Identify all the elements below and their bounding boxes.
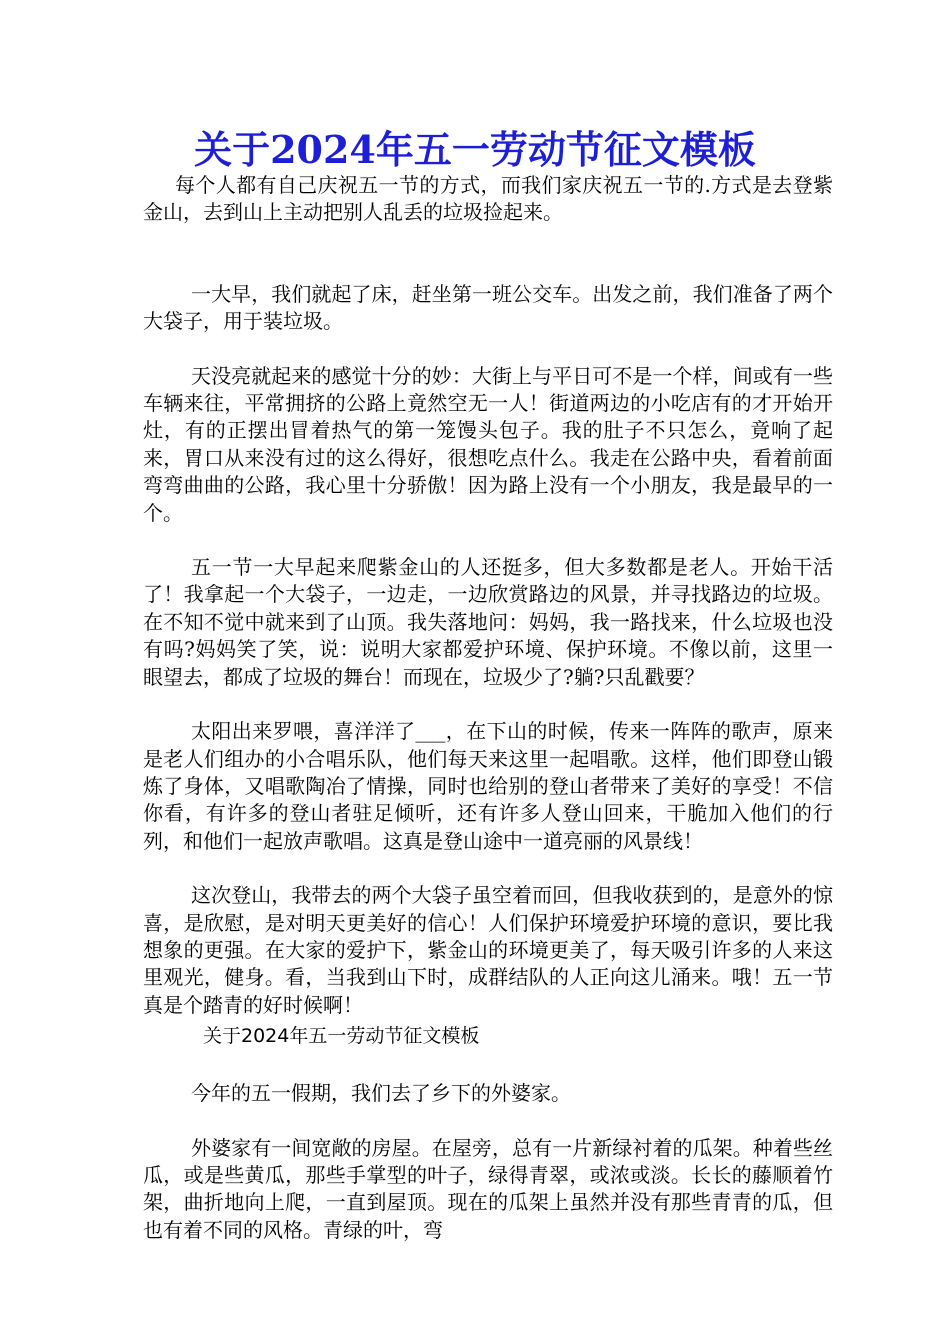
paragraph: 太阳出来罗喂，喜洋洋了___，在下山的时候，传来一阵阵的歌声，原来是老人们组办的小合唱乐队，他们每天来这里一起唱歌。这样，他们即登山锻炼了身体，又唱歌陶冶了情操，同时也给别的登山者带来了美好的享受！不信你看，有许多的登山者驻足倾听，还有许多人登山回来，干脆加入他们的行列，和他们一起放声歌唱。这真是登山途中一道亮丽的风景线！	[143, 719, 833, 853]
paragraph-gap	[143, 527, 833, 554]
paragraph-gap	[143, 227, 833, 254]
paragraph-gap	[143, 1108, 833, 1135]
section-subtitle: 关于2024年五一劳动节征文模板	[203, 1025, 480, 1048]
paragraph: 今年的五一假期，我们去了乡下的外婆家。	[191, 1081, 571, 1106]
paragraph: 外婆家有一间宽敞的房屋。在屋旁，总有一片新绿衬着的瓜架。种着些丝瓜，或是些黄瓜，那些手掌型的叶子，绿得青翠，或浓或淡。长长的藤顺着竹架，曲折地向上爬，一直到屋顶。现在的瓜架上虽然并没有那些青青的瓜，但也有着不同的风格。青绿的叶，弯	[143, 1135, 833, 1242]
paragraph-gap	[143, 254, 833, 281]
paragraph: 天没亮就起来的感觉十分的妙：大街上与平日可不是一个样，间或有一些车辆来往，平常拥挤的公路上竟然空无一人！街道两边的小吃店有的才开始开灶，有的正摆出冒着热气的第一笼馒头包子。我的肚子不只怎么，竟响了起来，胃口从来没有过的这么得好，很想吃点什么。我走在公路中央，看着前面弯弯曲曲的公路，我心里十分骄傲！因为路上没有一个小朋友，我是最早的一个。	[143, 363, 833, 525]
paragraph: 一大早，我们就起了床，赶坐第一班公交车。出发之前，我们准备了两个大袋子，用于装垃圾。	[143, 281, 833, 334]
paragraph: 每个人都有自己庆祝五一节的方式，而我们家庆祝五一节的.方式是去登紫金山，去到山上主动把别人乱丢的垃圾捡起来。	[143, 173, 833, 225]
paragraph-gap	[143, 1053, 833, 1080]
paragraph-gap	[143, 855, 833, 882]
paragraph: 五一节一大早起来爬紫金山的人还挺多，但大多数都是老人。开始干活了！我拿起一个大袋子，一边走，一边欣赏路边的风景，并寻找路边的垃圾。在不知不觉中就来到了山顶。我失落地问：妈妈，我一路找来，什么垃圾也没有吗?妈妈笑了笑，说：说明大家都爱护环境、保护环境。不像以前，这里一眼望去，都成了垃圾的舞台！而现在，垃圾少了?躺?只乱戳要？	[143, 555, 833, 689]
document-title: 关于2024年五一劳动节征文模板	[194, 127, 756, 172]
paragraph: 这次登山，我带去的两个大袋子虽空着而回，但我收获到的，是意外的惊喜，是欣慰，是对明天更美好的信心！人们保护环境爱护环境的意识，要比我想象的更强。在大家的爱护下，紫金山的环境更美了，每天吸引许多的人来这里观光，健身。看，当我到山下时，成群结队的人正向这儿涌来。哦！五一节真是个踏青的好时候啊！	[143, 883, 833, 1017]
paragraph-gap	[143, 691, 833, 718]
document-body	[143, 172, 833, 1244]
paragraph-gap	[143, 336, 833, 363]
